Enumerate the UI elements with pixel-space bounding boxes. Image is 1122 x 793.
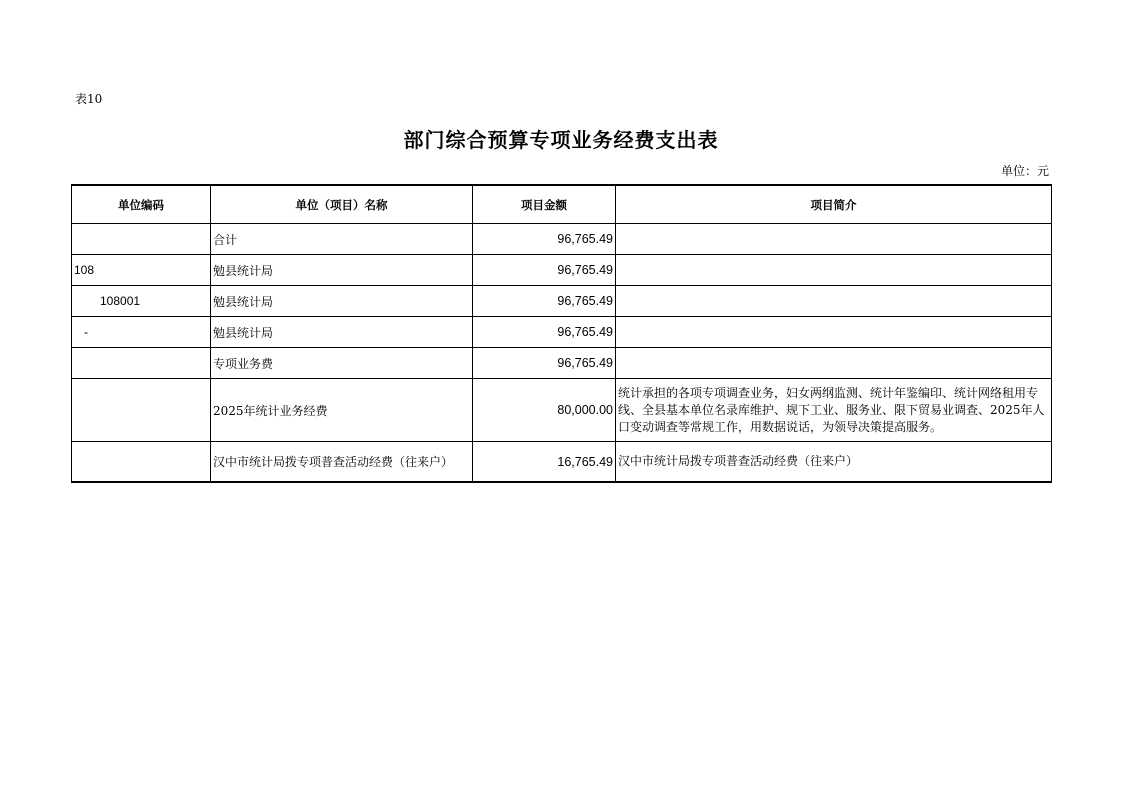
header-code: 单位编码 [72, 185, 211, 224]
cell-name: 2025年统计业务经费 [211, 379, 473, 442]
header-amount: 项目金额 [473, 185, 616, 224]
cell-code [72, 348, 211, 379]
cell-name: 专项业务费 [211, 348, 473, 379]
cell-name: 勉县统计局 [211, 255, 473, 286]
cell-amount: 80,000.00 [473, 379, 616, 442]
unit-label: 单位：元 [1000, 164, 1049, 178]
table-row [72, 255, 1052, 286]
table-row [72, 317, 1052, 348]
cell-desc: 统计承担的各项专项调查业务，妇女两纲监测、统计年鉴编印、统计网络租用专线、全县基本单位名录库维护、规下工业、服务业、限下贸易业调查、2025年人口变动调查等常规工作，用数据说话，为领导决策提高服务。 [616, 379, 1052, 442]
cell-name: 勉县统计局 [211, 286, 473, 317]
header-name: 单位（项目）名称 [211, 185, 473, 224]
table-row [72, 442, 1052, 483]
cell-name: 合计 [211, 224, 473, 255]
table-row [72, 379, 1052, 442]
header-desc: 项目简介 [616, 185, 1052, 224]
cell-amount: 96,765.49 [473, 317, 616, 348]
cell-desc: 汉中市统计局拨专项普查活动经费（往来户） [616, 442, 1052, 483]
cell-desc [616, 286, 1052, 317]
cell-amount: 96,765.49 [473, 255, 616, 286]
cell-amount: 96,765.49 [473, 224, 616, 255]
cell-code [72, 224, 211, 255]
cell-amount: 16,765.49 [473, 442, 616, 483]
table-number: 表10 [75, 92, 103, 106]
cell-amount: 96,765.49 [473, 348, 616, 379]
cell-code [72, 442, 211, 483]
budget-table [71, 184, 1052, 483]
table-row [72, 286, 1052, 317]
cell-name: 汉中市统计局拨专项普查活动经费（往来户） [211, 442, 473, 483]
cell-code: 108 [72, 255, 211, 286]
cell-desc [616, 255, 1052, 286]
cell-name: 勉县统计局 [211, 317, 473, 348]
page-title: 部门综合预算专项业务经费支出表 [403, 128, 719, 152]
cell-desc [616, 224, 1052, 255]
cell-code: 108001 [72, 286, 211, 317]
cell-desc [616, 317, 1052, 348]
cell-code [72, 379, 211, 442]
table-row [72, 224, 1052, 255]
table-row [72, 348, 1052, 379]
cell-amount: 96,765.49 [473, 286, 616, 317]
cell-code: - [72, 317, 211, 348]
table-header-row [72, 185, 1052, 224]
cell-desc [616, 348, 1052, 379]
